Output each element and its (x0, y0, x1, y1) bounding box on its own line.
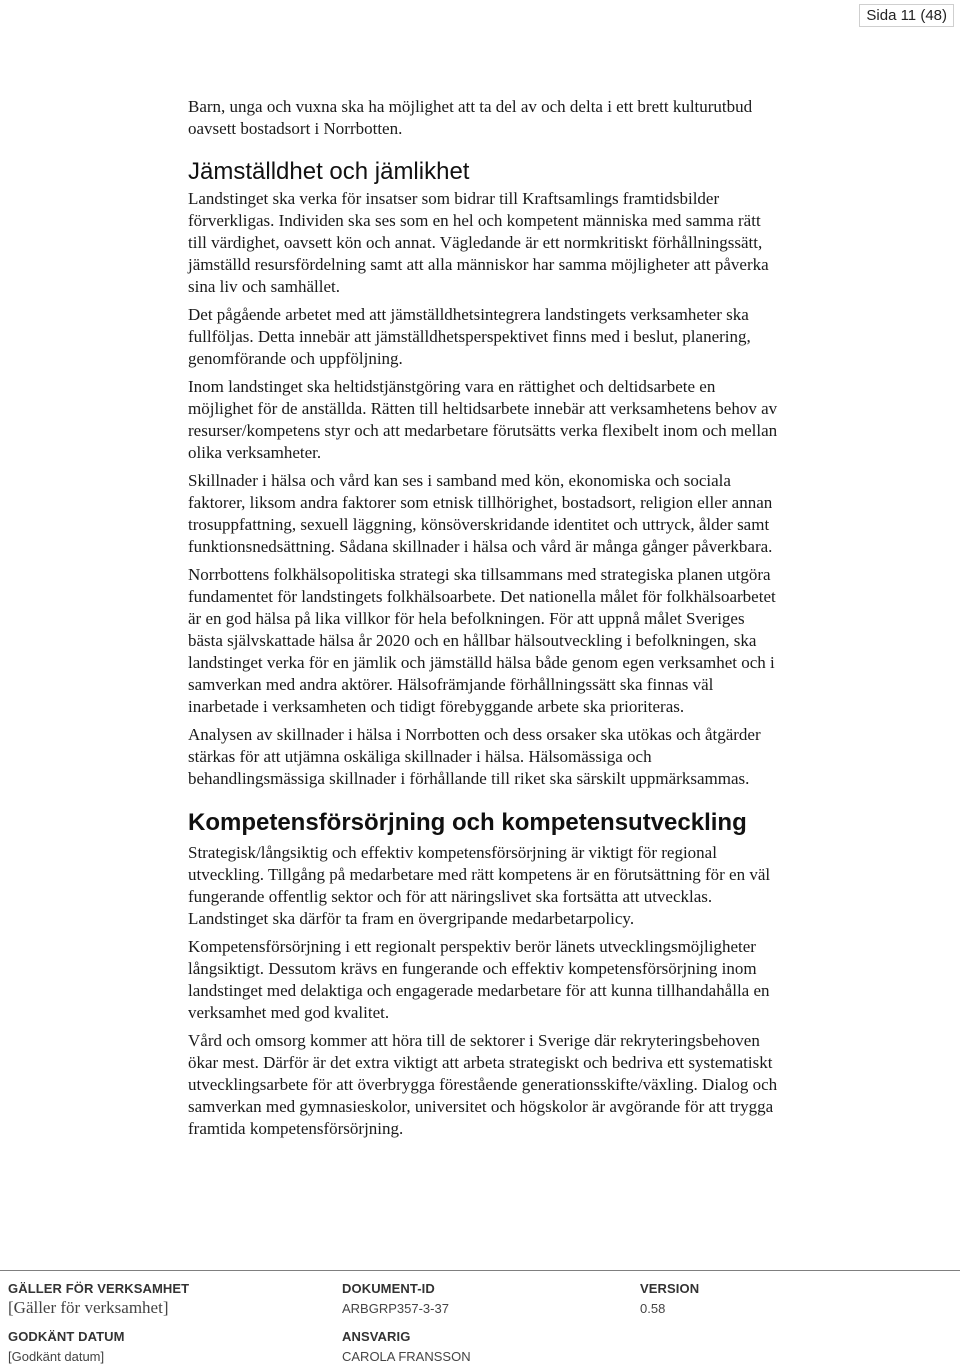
section-heading-kompetens: Kompetensförsörjning och kompetensutveckling (188, 809, 747, 836)
footer-approved-date (8, 1329, 125, 1365)
body-paragraph: Analysen av skillnader i hälsa i Norrbotten och dess orsaker ska utökas och åtgärder stärkas för att utjämna oskäliga skillnader i hälsa. Hälsomässiga och behandlingsmässiga skillnader i förhållande till riket ska särskilt uppmärksammas. (188, 725, 761, 788)
body-paragraph: Kompetensförsörjning i ett regionalt perspektiv berör länets utvecklingsmöjligheter långsiktigt. Dessutom krävs en fungerande och effektiv kompetensförsörjning inom landstinget med delaktiga och engagerade medarbetare för att kunna tillhandahålla en verksamhet med god kvalitet. (188, 937, 770, 1022)
footer-version-value: 0.58 (640, 1301, 666, 1316)
document-body (188, 96, 780, 1146)
footer-responsible-value: CAROLA FRANSSON (342, 1349, 471, 1364)
body-paragraph: Strategisk/långsiktig och effektiv kompetensförsörjning är viktigt för regional utveckling. Tillgång på medarbetare med rätt kompetens är en förutsättning för en väl fungerande offentlig sektor och för att näringslivet ska fortsätta att utvecklas. Landstinget ska därför ta fram en övergripande medarbetarpolicy. (188, 843, 771, 928)
footer-version (640, 1281, 699, 1317)
footer-valid-for-value: [Gäller för verksamhet] (8, 1298, 169, 1317)
body-paragraph: Norrbottens folkhälsopolitiska strategi ska tillsammans med strategiska planen utgöra fundamentet för landstingets folkhälsoarbete. Det nationella målet för folkhälsoarbetet är en god hälsa på lika villkor för hela befolkningen. För att uppnå målet Sveriges bästa självskattade hälsa år 2020 och en hållbar hälsoutveckling i befolkningen, ska landstinget verka för en jämlik och jämställd hälsa både genom egen verksamhet och i samverkan med andra aktörer. Hälsofrämjande förhållningssätt ska finnas väl inarbetade i verksamheten och tidigt förebyggande arbete ska prioriteras. (188, 565, 776, 716)
body-paragraph: Inom landstinget ska heltidstjänstgöring vara en rättighet och deltidsarbete en möjlighet för de anställda. Rätten till heltidsarbete innebär att verksamhetens behov av resurser/kompetens styr och att medarbetare förutsätts verka flexibelt inom och mellan olika verksamheter. (188, 377, 778, 462)
footer-version-label: VERSION (640, 1281, 700, 1296)
body-paragraph: Landstinget ska verka för insatser som bidrar till Kraftsamlings framtidsbilder förverkligas. Individen ska ses som en hel och kompetent människa med samma rätt till värdighet, oavsett kön och annat. Vägledande är ett normkritiskt förhållningssätt, jämställd resursfördelning samt att alla människor har samma möjligheter att påverka sina liv och samhället. (188, 189, 769, 296)
body-paragraph: Skillnader i hälsa och vård kan ses i samband med kön, ekonomiska och sociala faktorer, liksom andra faktorer som etnisk tillhörighet, bostadsort, religion eller annan trosuppfattning, sexuell läggning, könsöverskridande identitet och uttryck, ålder samt funktionsnedsättning. Sådana skillnader i hälsa och vård är många gånger påverkbara. (188, 471, 773, 556)
footer-approved-date-label: GODKÄNT DATUM (8, 1329, 125, 1344)
intro-paragraph: Barn, unga och vuxna ska ha möjlighet att ta del av och delta i ett brett kulturutbud oavsett bostadsort i Norrbotten. (188, 97, 753, 138)
body-paragraph: Det pågående arbetet med att jämställdhetsintegrera landstingets verksamheter ska fullföljas. Detta innebär att jämställdhetsperspektivet finns med i beslut, planering, genomförande och uppföljning. (188, 305, 751, 368)
body-paragraph: Vård och omsorg kommer att höra till de sektorer i Sverige där rekryteringsbehoven ökar mest. Därför är det extra viktigt att arbeta strategiskt och bedriva ett systematiskt utvecklingsarbete för att överbrygga förestående generationsskifte/växling. Dialog och samverkan med gymnasieskolor, universitet och högskolor är avgörande för att trygga framtida kompetensförsörjning. (188, 1031, 778, 1138)
page-number: Sida 11 (48) (859, 4, 954, 27)
footer-document-id-value: ARBGRP357-3-37 (342, 1301, 449, 1316)
document-footer (0, 1270, 960, 1364)
footer-approved-date-value: [Godkänt datum] (8, 1349, 105, 1364)
footer-valid-for (8, 1281, 189, 1318)
footer-responsible (342, 1329, 471, 1365)
section-heading-jamstalldhet: Jämställdhet och jämlikhet (188, 158, 470, 185)
footer-responsible-label: ANSVARIG (342, 1329, 411, 1344)
footer-document-id-label: DOKUMENT-ID (342, 1281, 435, 1296)
footer-valid-for-label: GÄLLER FÖR VERKSAMHET (8, 1281, 190, 1296)
footer-document-id (342, 1281, 449, 1317)
